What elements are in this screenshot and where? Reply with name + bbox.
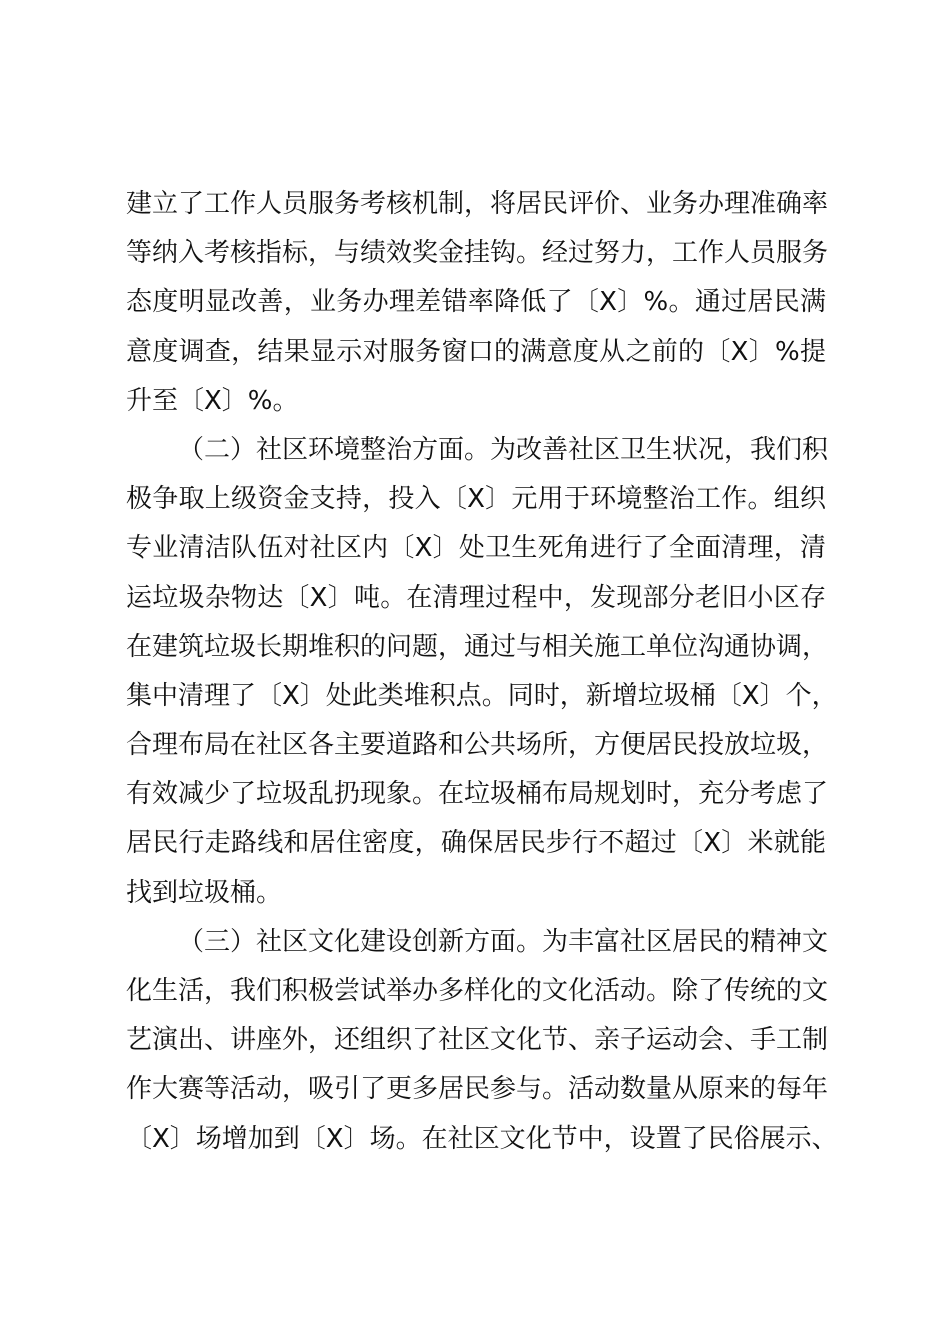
text-line: 〔X〕场增加到〔X〕场。在社区文化节中，设置了民俗展示、 (126, 1123, 838, 1154)
text-line: 极争取上级资金支持，投入〔X〕元用于环境整治工作。组织 (126, 484, 826, 515)
section-heading-line: （二）社区环境整治方面。为改善社区卫生状况，我们积 (178, 434, 829, 465)
text-line: 合理布局在社区各主要道路和公共场所，方便居民投放垃圾， (126, 730, 829, 761)
text-line: 艺演出、讲座外，还组织了社区文化节、亲子运动会、手工制 (126, 1025, 829, 1056)
section-heading-line: （三）社区文化建设创新方面。为丰富社区居民的精神文 (178, 926, 829, 957)
text-line: 找到垃圾桶。 (126, 877, 283, 908)
body-text (126, 180, 838, 1164)
text-line: 升至〔X〕%。 (126, 385, 299, 416)
text-line: 居民行走路线和居住密度，确保居民步行不超过〔X〕米就能 (126, 828, 826, 859)
text-line: 在建筑垃圾长期堆积的问题，通过与相关施工单位沟通协调， (126, 631, 829, 662)
text-line: 有效减少了垃圾乱扔现象。在垃圾桶布局规划时，充分考虑了 (126, 779, 829, 810)
text-line: 作大赛等活动，吸引了更多居民参与。活动数量从原来的每年 (126, 1074, 829, 1105)
text-line: 运垃圾杂物达〔X〕吨。在清理过程中，发现部分老旧小区存 (126, 582, 826, 613)
text-line: 集中清理了〔X〕处此类堆积点。同时，新增垃圾桶〔X〕个， (126, 680, 838, 711)
text-line: 态度明显改善，业务办理差错率降低了〔X〕%。通过居民满 (126, 287, 826, 318)
text-line: 意度调查，结果显示对服务窗口的满意度从之前的〔X〕%提 (126, 336, 826, 367)
text-line: 专业清洁队伍对社区内〔X〕处卫生死角进行了全面清理，清 (126, 533, 826, 564)
text-line: 建立了工作人员服务考核机制，将居民评价、业务办理准确率 (126, 189, 829, 219)
text-line: 等纳入考核指标，与绩效奖金挂钩。经过努力，工作人员服务 (126, 238, 829, 269)
text-line: 化生活，我们积极尝试举办多样化的文化活动。除了传统的文 (126, 976, 829, 1006)
